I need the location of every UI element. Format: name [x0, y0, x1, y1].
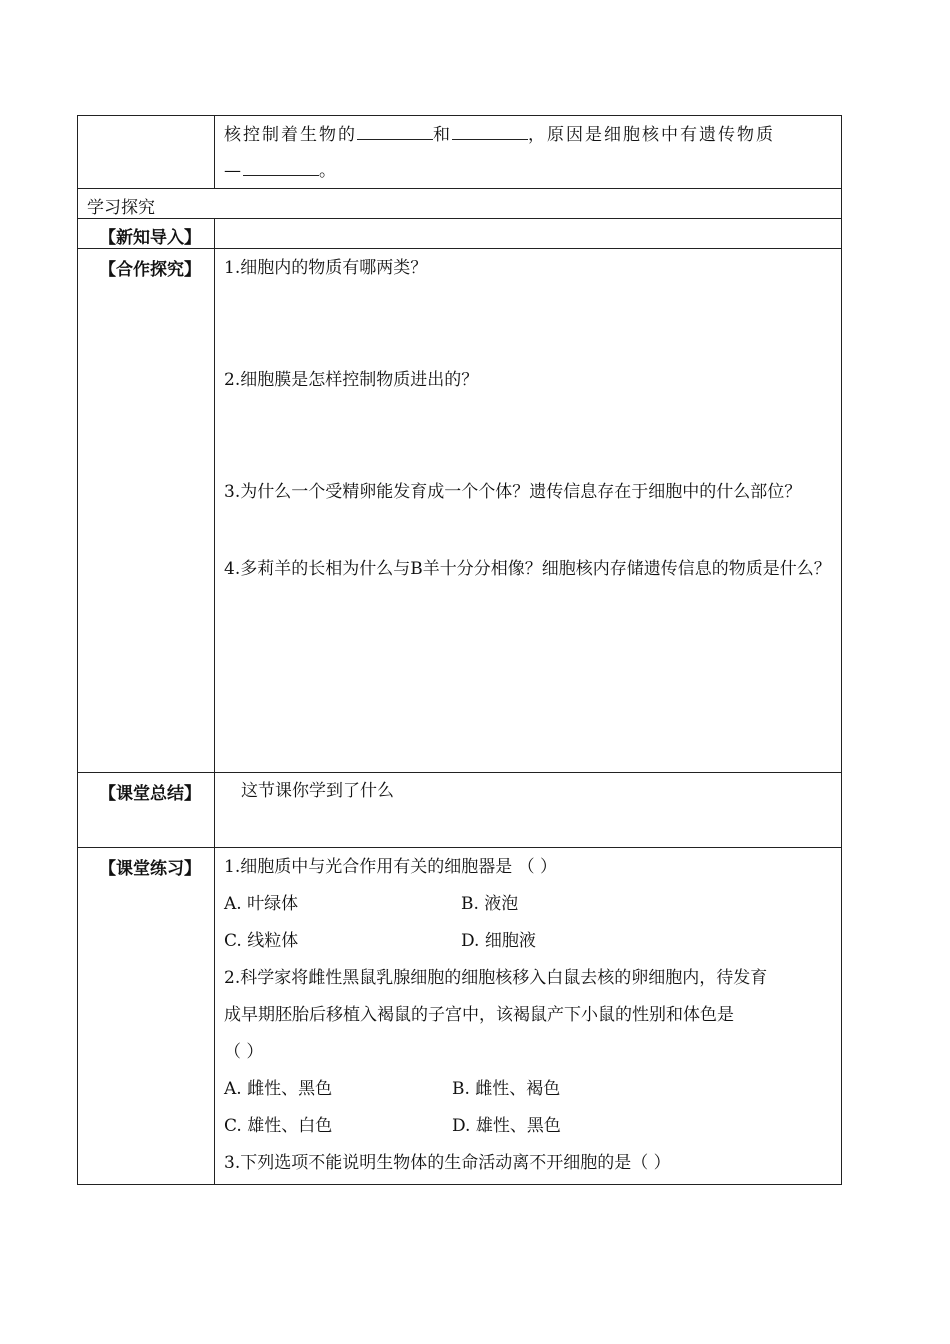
option-c: C. 雄性、白色 — [224, 1116, 333, 1136]
practice-q2-options-row1 — [224, 1071, 833, 1108]
blank-2 — [452, 121, 528, 140]
practice-q1-options-row1 — [224, 886, 833, 923]
question-4: 4.多莉羊的长相为什么与B羊十分分相像？细胞核内存储遗传信息的物质是什么？ — [224, 559, 831, 579]
table-row-practice — [78, 848, 842, 1185]
question-3: 3.为什么一个受精卵能发育成一个个体？遗传信息存在于细胞中的什么部位？ — [224, 482, 802, 502]
table-row-summary — [78, 773, 842, 848]
question-1: 1.细胞内的物质有哪两类？ — [224, 258, 428, 278]
practice-label: 【课堂练习】 — [78, 848, 215, 1185]
new-knowledge-label: 【新知导入】 — [78, 219, 215, 249]
worksheet-table — [77, 115, 842, 1185]
practice-q1-options-row2 — [224, 923, 833, 960]
practice-q2-line1: 2.科学家将雌性黑鼠乳腺细胞的细胞核移入白鼠去核的卵细胞内，待发育 — [224, 968, 768, 988]
table-row-cooperation — [78, 249, 842, 773]
cooperation-label: 【合作探究】 — [78, 249, 215, 773]
top-row-text: 核控制着生物的 和 ，原因是细胞核中有遗传物质 — 。 — [215, 116, 842, 189]
table-row-new-knowledge — [78, 219, 842, 249]
option-b: B. 雌性、褐色 — [452, 1079, 561, 1099]
blank-3 — [243, 157, 319, 176]
practice-content — [215, 848, 842, 1185]
section-title: 学习探究 — [78, 189, 842, 219]
summary-label: 【课堂总结】 — [78, 773, 215, 848]
question-2: 2.细胞膜是怎样控制物质进出的？ — [224, 370, 479, 390]
option-a: A. 雌性、黑色 — [224, 1079, 333, 1099]
option-c: C. 线粒体 — [224, 931, 299, 951]
option-b: B. 液泡 — [461, 894, 519, 914]
practice-q3: 3.下列选项不能说明生物体的生命活动离不开细胞的是（ ） — [224, 1153, 671, 1173]
option-d: D. 细胞液 — [461, 931, 536, 951]
worksheet — [77, 115, 841, 1185]
option-d: D. 雄性、黑色 — [452, 1116, 561, 1136]
blank-1 — [357, 121, 433, 140]
practice-q2-line3: （ ） — [224, 1042, 264, 1062]
table-row-section — [78, 189, 842, 219]
practice-q2-line2: 成早期胚胎后移植入褐鼠的子宫中，该褐鼠产下小鼠的性别和体色是 — [224, 1005, 734, 1025]
option-a: A. 叶绿体 — [224, 894, 299, 914]
cooperation-content — [215, 249, 842, 773]
table-row-top — [78, 116, 842, 189]
summary-text: 这节课你学到了什么 — [215, 773, 842, 848]
practice-q2-options-row2 — [224, 1108, 833, 1145]
practice-q1: 1.细胞质中与光合作用有关的细胞器是 （ ） — [224, 857, 558, 877]
